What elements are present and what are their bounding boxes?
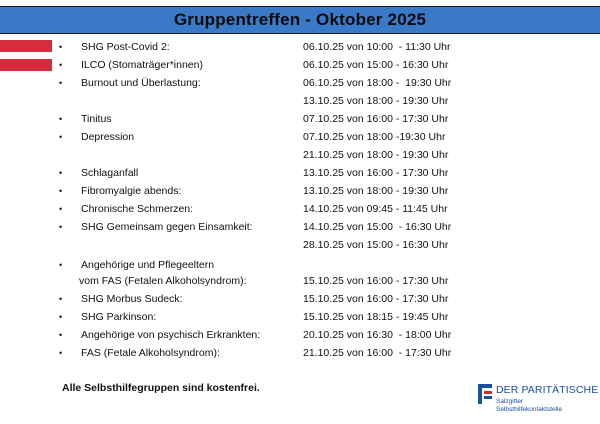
- group-name: Chronische Schmerzen:: [81, 203, 194, 215]
- meeting-time: 14.10.25 von 15:00 - 16:30 Uhr: [303, 221, 452, 233]
- meeting-time: 20.10.25 von 16:30 - 18:00 Uhr: [303, 329, 452, 341]
- bullet-icon: •: [59, 132, 63, 142]
- bullet-icon: •: [59, 42, 63, 52]
- schedule-row: [0, 218, 600, 236]
- schedule-row: [0, 344, 600, 362]
- group-name: Schlaganfall: [81, 167, 139, 179]
- meeting-time: 13.10.25 von 18:00 - 19:30 Uhr: [303, 185, 449, 197]
- bullet-icon: •: [59, 260, 63, 270]
- meeting-time: 07.10.25 von 18:00 -19:30 Uhr: [303, 131, 446, 143]
- paritaetische-logo: [478, 381, 599, 421]
- group-name: SHG Post-Covid 2:: [81, 41, 170, 53]
- logo-location: Salzgitter: [496, 398, 524, 405]
- meeting-time: 07.10.25 von 16:00 - 17:30 Uhr: [303, 113, 449, 125]
- group-name: FAS (Fetale Alkoholsyndrom):: [81, 347, 220, 359]
- schedule-row: [0, 200, 600, 218]
- bullet-icon: •: [59, 294, 63, 304]
- schedule-row: [0, 128, 600, 146]
- group-name: SHG Morbus Sudeck:: [81, 293, 183, 305]
- schedule-row: [0, 110, 600, 128]
- meeting-time: 06.10.25 von 18:00 - 19:30 Uhr: [303, 77, 452, 89]
- schedule-row: [0, 38, 600, 56]
- schedule-row: [0, 164, 600, 182]
- bullet-icon: •: [59, 204, 63, 214]
- group-name: Burnout und Überlastung:: [81, 77, 201, 89]
- bullet-icon: •: [59, 78, 63, 88]
- group-name: Depression: [81, 131, 135, 143]
- meeting-time: 28.10.25 von 15:00 - 16:30 Uhr: [303, 239, 449, 251]
- group-name: vom FAS (Fetalen Alkoholsyndrom):: [79, 275, 247, 287]
- meeting-time: 06.10.25 von 10:00 - 11:30 Uhr: [303, 41, 451, 53]
- schedule-row: [0, 236, 600, 254]
- bullet-icon: •: [59, 330, 63, 340]
- schedule-row: [0, 74, 600, 92]
- bullet-icon: •: [59, 312, 63, 322]
- bullet-icon: •: [59, 186, 63, 196]
- meeting-time: 15.10.25 von 16:00 - 17:30 Uhr: [303, 275, 449, 287]
- meeting-time: 15.10.25 von 16:00 - 17:30 Uhr: [303, 293, 449, 305]
- schedule-row: [0, 326, 600, 344]
- page-title: Gruppentreffen - Oktober 2025: [173, 10, 427, 29]
- group-name: ILCO (Stomaträger*innen): [81, 59, 203, 71]
- schedule-row: [0, 308, 600, 326]
- schedule-row: [0, 92, 600, 110]
- group-name: Angehörige von psychisch Erkrankten:: [81, 329, 261, 341]
- logo-subtitle: Selbsthilfekontaktstelle: [496, 406, 563, 413]
- schedule-row: [0, 146, 600, 164]
- bullet-icon: •: [59, 114, 63, 124]
- footer-note: Alle Selbsthilfegruppen sind kostenfrei.: [62, 382, 260, 394]
- schedule-row: [0, 290, 600, 308]
- meeting-time: 21.10.25 von 18:00 - 19:30 Uhr: [303, 149, 449, 161]
- bullet-icon: •: [59, 60, 63, 70]
- paritaetische-logo-icon: [478, 384, 494, 406]
- meeting-time: 21.10.25 von 16:00 - 17:30 Uhr: [303, 347, 452, 359]
- meeting-time: 06.10.25 von 15:00 - 16:30 Uhr: [303, 59, 449, 71]
- bullet-icon: •: [59, 168, 63, 178]
- group-name: Fibromyalgie abends:: [81, 185, 182, 197]
- bullet-icon: •: [59, 348, 63, 358]
- schedule-row: [0, 56, 600, 74]
- bullet-icon: •: [59, 222, 63, 232]
- group-name: SHG Gemeinsam gegen Einsamkeit:: [81, 221, 253, 233]
- group-name: SHG Parkinson:: [81, 311, 157, 323]
- group-name: Tinitus: [81, 113, 112, 125]
- meeting-time: 14.10.25 von 09:45 - 11:45 Uhr: [303, 203, 448, 215]
- schedule-row: [0, 272, 600, 290]
- meeting-time: 13.10.25 von 18:00 - 19:30 Uhr: [303, 95, 449, 107]
- meeting-time: 15.10.25 von 18:15 - 19:45 Uhr: [303, 311, 449, 323]
- schedule-row: [0, 182, 600, 200]
- title-banner: [0, 6, 600, 34]
- meeting-time: 13.10.25 von 16:00 - 17:30 Uhr: [303, 167, 449, 179]
- group-name: Angehörige und Pflegeeltern: [81, 259, 215, 271]
- logo-name: DER PARITÄTISCHE: [496, 384, 599, 396]
